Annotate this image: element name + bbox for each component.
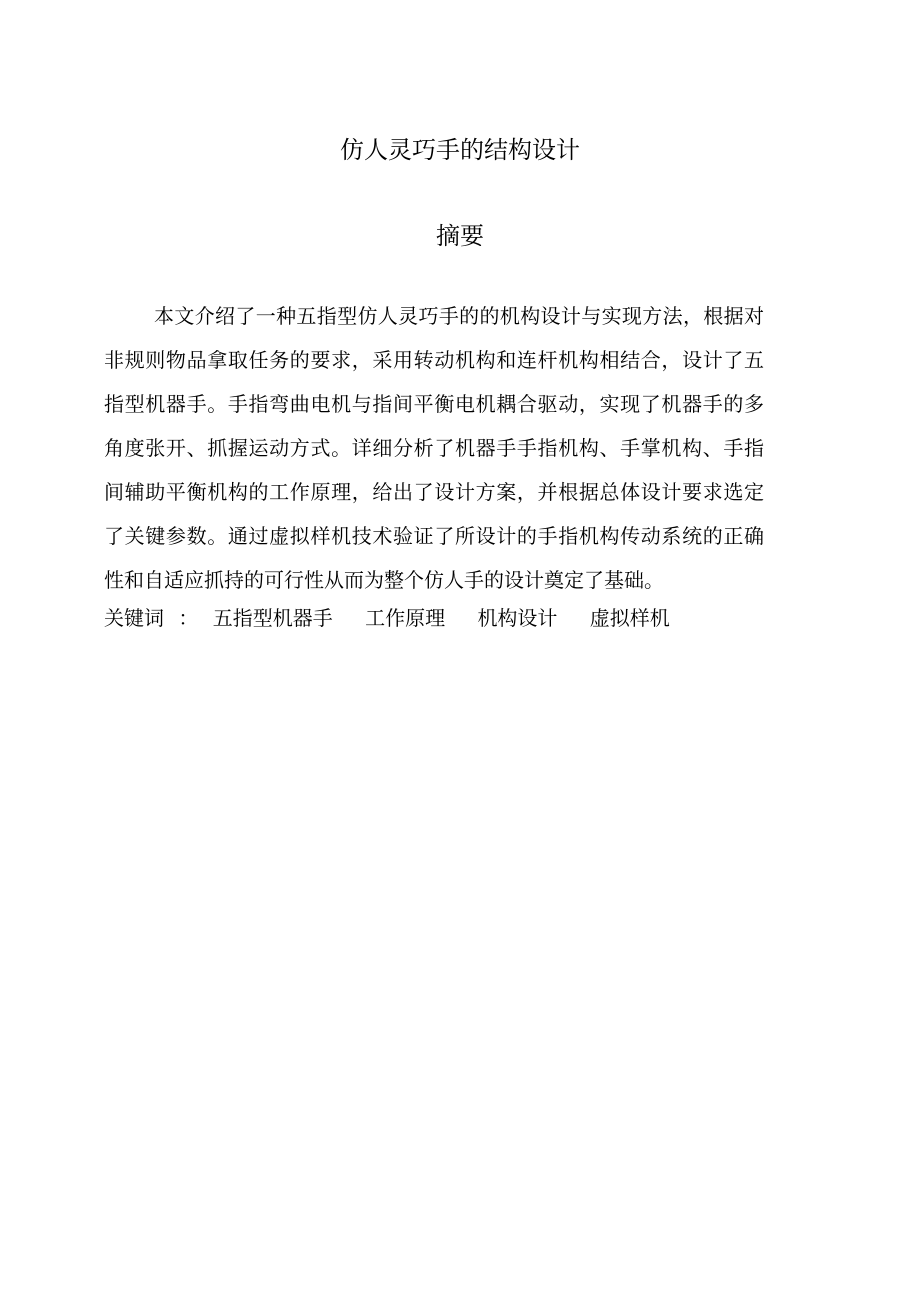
abstract-line: 指型机器手。手指弯曲电机与指间平衡电机耦合驱动，实现了机器手的多 (104, 392, 764, 416)
abstract-line: 角度张开、抓握运动方式。详细分析了机器手手指机构、手掌机构、手指 (104, 436, 764, 460)
keyword-item: 机构设计 (477, 606, 558, 630)
abstract-line: 非规则物品拿取任务的要求，采用转动机构和连杆机构相结合，设计了五 (104, 348, 764, 372)
keyword-item: 虚拟样机 (589, 606, 670, 630)
keywords-separator: ： (178, 606, 199, 630)
keywords-row (104, 598, 696, 638)
keyword-item: 五指型机器手 (212, 606, 333, 630)
document-title: 仿人灵巧手的结构设计 (340, 136, 580, 164)
abstract-line: 性和自适应抓持的可行性从而为整个仿人手的设计奠定了基础。 (104, 568, 664, 592)
abstract-body (104, 294, 764, 602)
keyword-item: 工作原理 (365, 606, 446, 630)
abstract-line: 本文介绍了一种五指型仿人灵巧手的的机构设计与实现方法，根据对 (154, 304, 764, 328)
abstract-line: 间辅助平衡机构的工作原理，给出了设计方案，并根据总体设计要求选定 (104, 480, 764, 504)
abstract-heading: 摘要 (436, 222, 484, 250)
keywords-label: 关键词 (104, 606, 164, 630)
abstract-line: 了关键参数。通过虚拟样机技术验证了所设计的手指机构传动系统的正确 (104, 524, 764, 548)
